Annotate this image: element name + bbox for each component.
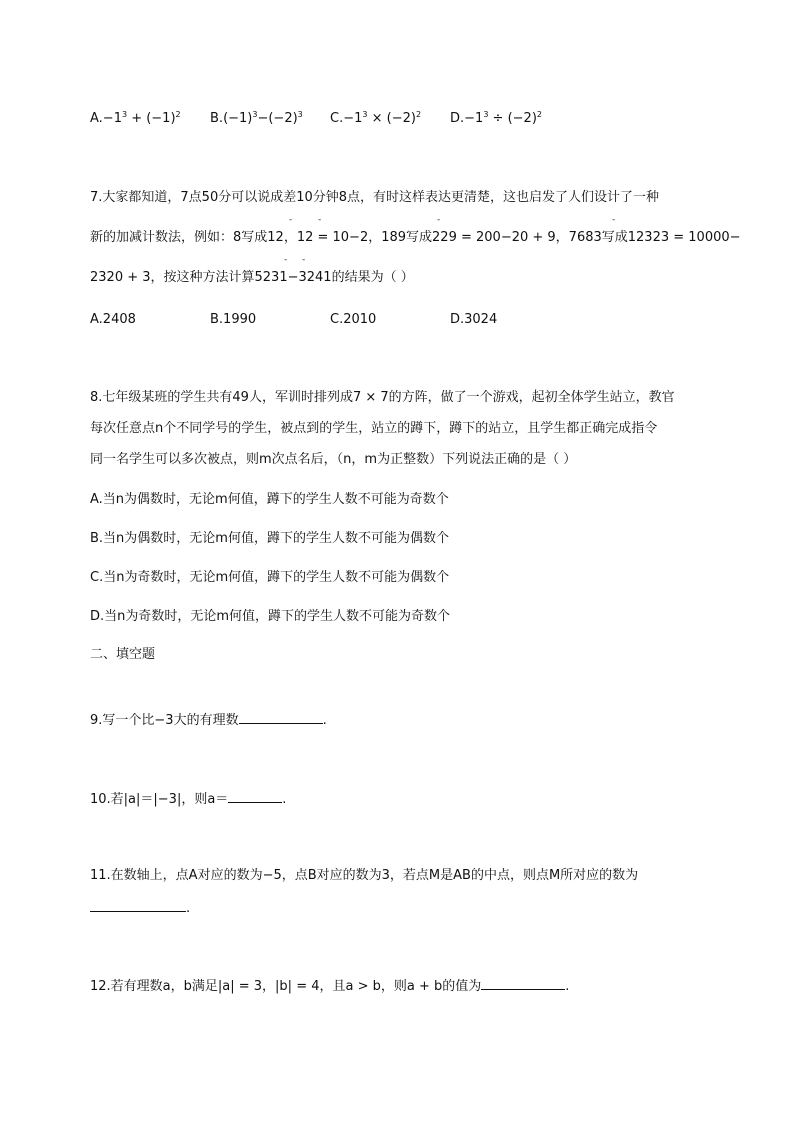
q8-option-b: B.当n为偶数时，无论m何值，蹲下的学生人数不可能为偶数个: [90, 531, 449, 546]
q11-line-2: [90, 898, 190, 918]
q8-option-c: C.当n为奇数时，无论m何值，蹲下的学生人数不可能为偶数个: [90, 570, 450, 585]
q7-bar-mark: -: [284, 255, 288, 265]
q10-text: 10.若|a|＝|−3|，则a＝: [90, 792, 229, 807]
q9-text: 9.写一个比−3大的有理数: [90, 713, 239, 728]
q6-option-a: $A.-1^3 + (-1)^2$: [90, 110, 181, 126]
q7-line-3: 2320 + 3，按这种方法计算5231−3241的结果为（ ）: [90, 270, 414, 285]
q8-line-1: 8.七年级某班的学生共有49人，军训时排列成7 × 7的方阵，做了一个游戏，起初全体学生站立，教官: [90, 390, 675, 405]
q7-bar-mark: -: [612, 215, 616, 225]
q6-option-a-expression: $-1^3 + (-1)^2$: [102, 110, 181, 126]
q8-option-d: D.当n为奇数时，无论m何值，蹲下的学生人数不可能为奇数个: [90, 609, 451, 624]
q11-line-1: 11.在数轴上，点A对应的数为−5，点B对应的数为3，若点M是AB的中点，则点M所对应的数为: [90, 868, 639, 883]
q9-period: .: [322, 713, 327, 728]
q8-line-2: 每次任意点n个不同学号的学生，被点到的学生，站立的蹲下，蹲下的站立，且学生都正确完成指令: [90, 421, 658, 436]
q11-answer-blank[interactable]: [90, 898, 186, 912]
q10-answer-blank[interactable]: [228, 789, 282, 803]
q6-option-d-expression: $-1^3 \div (-2)^2$: [464, 110, 542, 126]
q9-answer-blank[interactable]: [239, 710, 323, 724]
q7-bar-mark: -: [289, 215, 293, 225]
q7-bar-mark: -: [437, 215, 441, 225]
q6-option-b: $B.(-1)^3-(-2)^3$: [210, 110, 303, 126]
q12-text: 12.若有理数a，b满足|a| = 3，|b| = 4，且a > b，则a + b的值为: [90, 979, 482, 994]
q12: [90, 976, 569, 996]
q7-bar-mark: -: [302, 255, 306, 265]
q7-option-a: A.2408: [90, 312, 136, 327]
q8-option-a: A.当n为偶数时，无论m何值，蹲下的学生人数不可能为奇数个: [90, 492, 449, 507]
q8-line-3: 同一名学生可以多次被点，则m次点名后，（n，m为正整数）下列说法正确的是（ ）: [90, 452, 577, 467]
q7-line-1: 7.大家都知道，7点50分可以说成差10分钟8点，有时这样表达更清楚，这也启发了人们设计了一种: [90, 190, 660, 205]
q10: [90, 789, 286, 809]
q7-bar-mark: -: [318, 215, 322, 225]
q10-period: .: [282, 792, 287, 807]
q12-answer-blank[interactable]: [481, 976, 565, 990]
q6-option-c-expression: $-1^3 \times (-2)^2$: [343, 110, 422, 126]
q6-option-d: $D.-1^3 \div (-2)^2$: [450, 110, 542, 126]
q7-option-b: B.1990: [210, 312, 257, 327]
q7-line-2: 新的加减计数法，例如：8写成12，12 = 10−2，189写成229 = 200−20 + 9，7683写成12323 = 10000−: [90, 230, 741, 245]
q7-option-c: C.2010: [330, 312, 377, 327]
q6-option-b-expression: $(-1)^3-(-2)^3$: [223, 110, 303, 126]
q9: [90, 710, 327, 730]
q12-period: .: [565, 979, 570, 994]
q7-option-d: D.3024: [450, 312, 498, 327]
q6-option-c: $C.-1^3 \times (-2)^2$: [330, 110, 422, 126]
section-title: 二、填空题: [90, 647, 156, 662]
q11-period: .: [186, 901, 191, 916]
